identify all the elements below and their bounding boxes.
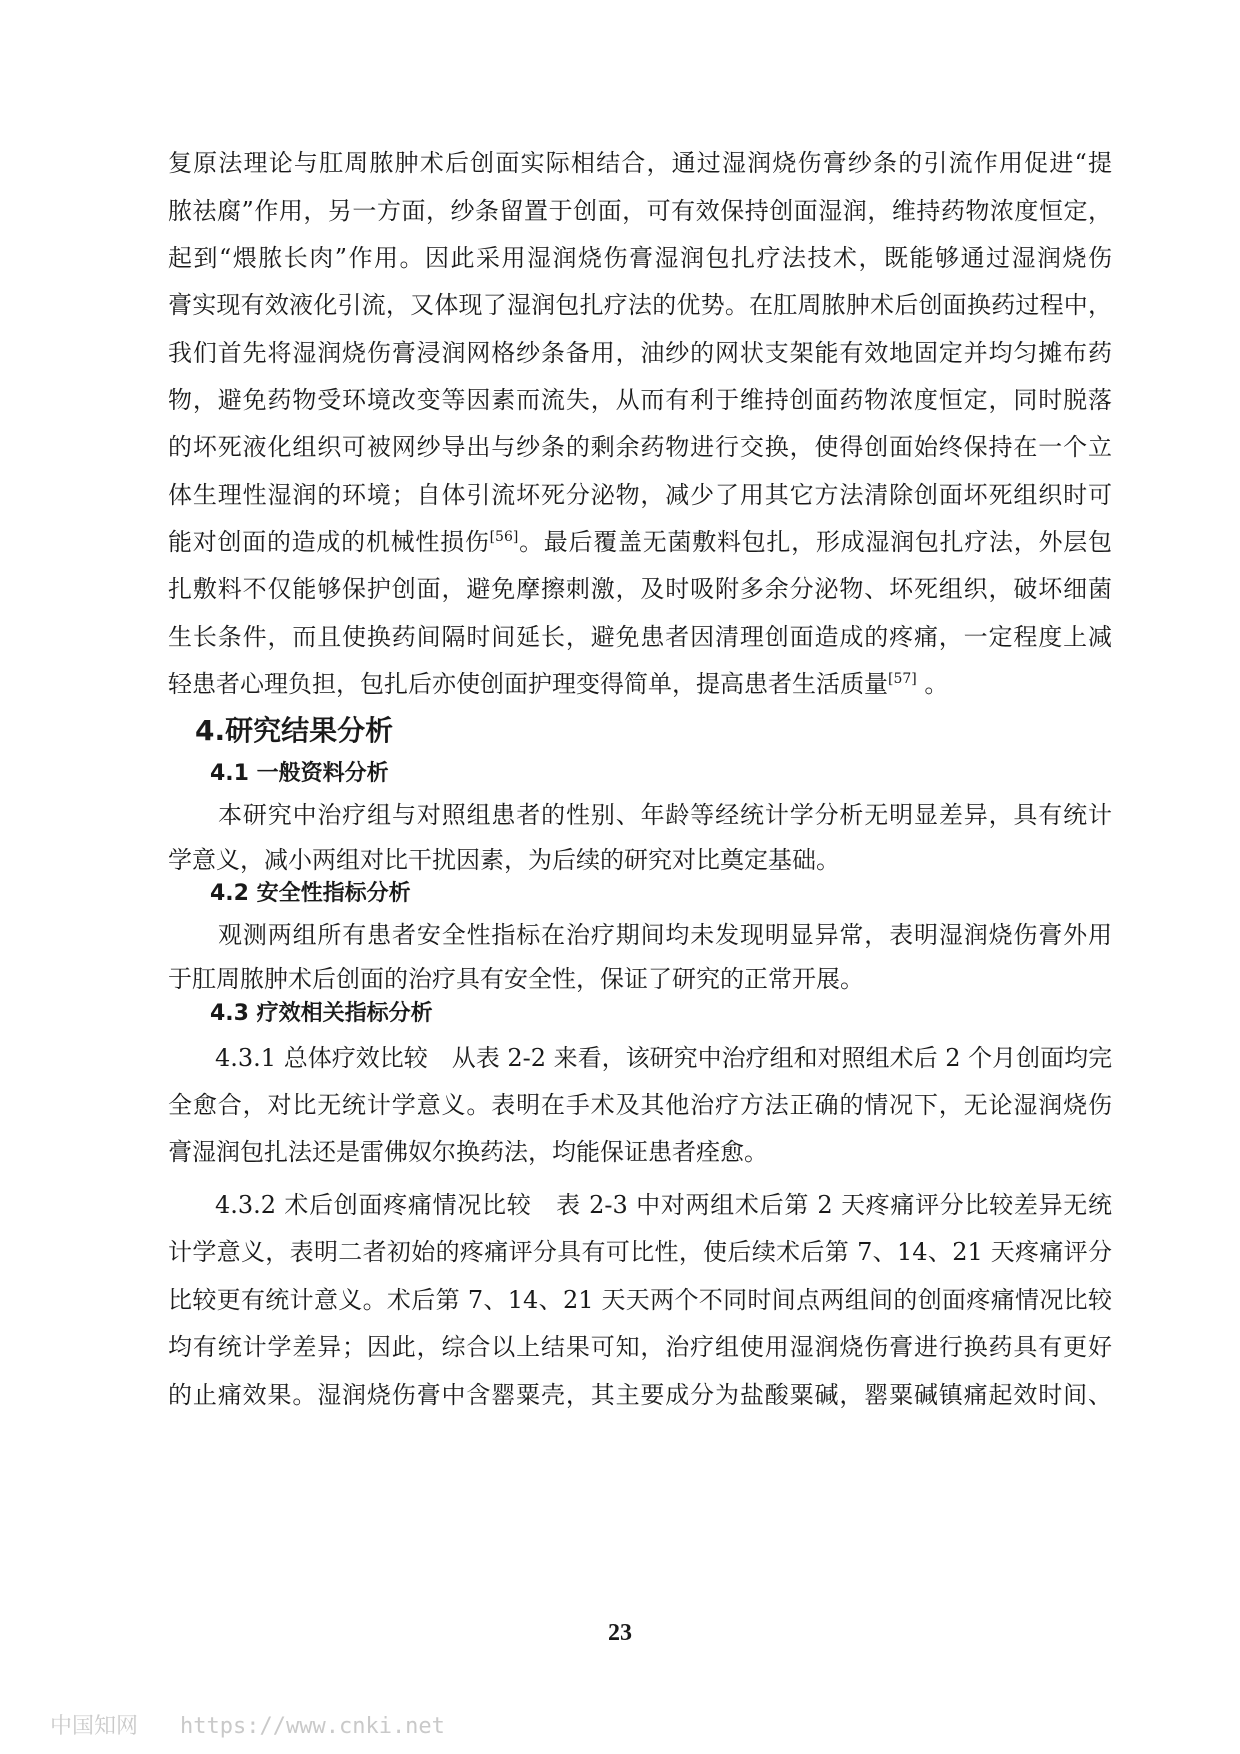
body-text-line: 全愈合，对比无统计学意义。表明在手术及其他治疗方法正确的情况下，无论湿润烧伤: [168, 1091, 1112, 1119]
body-text-line: 起到“煨脓长肉”作用。因此采用湿润烧伤膏湿润包扎疗法技术，既能够通过湿润烧伤: [168, 244, 1112, 272]
body-text-line: 生长条件，而且使换药间隔时间延长，避免患者因清理创面造成的疼痛，一定程度上减: [168, 623, 1112, 651]
watermark-url: https://www.cnki.net: [180, 1714, 445, 1739]
body-text-line: 膏湿润包扎法还是雷佛奴尔换药法，均能保证患者痊愈。: [168, 1138, 768, 1166]
subsection-heading: 4.2 安全性指标分析: [210, 881, 411, 906]
body-text-line: 比较更有统计意义。术后第 7、14、21 天天两个不同时间点两组间的创面疼痛情况比较: [168, 1286, 1112, 1314]
body-text-line: 4.3.2 术后创面疼痛情况比较 表 2-3 中对两组术后第 2 天疼痛评分比较差异无统: [215, 1191, 1112, 1219]
body-text-line: 均有统计学差异；因此，综合以上结果可知，治疗组使用湿润烧伤膏进行换药具有更好: [168, 1333, 1112, 1361]
body-text-line: 复原法理论与肛周脓肿术后创面实际相结合，通过湿润烧伤膏纱条的引流作用促进“提: [168, 149, 1112, 177]
cnki-watermark: [50, 1709, 445, 1740]
body-text-line-with-citation: [168, 527, 1112, 557]
body-text-line-with-citation: [168, 669, 1112, 699]
body-text: 。最后覆盖无菌敷料包扎，形成湿润包扎疗法，外层包: [518, 528, 1113, 556]
body-text-line: 体生理性湿润的环境；自体引流坏死分泌物，减少了用其它方法清除创面坏死组织时可: [168, 481, 1112, 509]
body-text-line: 计学意义，表明二者初始的疼痛评分具有可比性，使后续术后第 7、14、21 天疼痛评分: [168, 1238, 1112, 1266]
body-text-line: 物，避免药物受环境改变等因素而流失，从而有利于维持创面药物浓度恒定，同时脱落: [168, 386, 1112, 414]
citation-ref: [57]: [888, 671, 917, 687]
body-text-line: 于肛周脓肿术后创面的治疗具有安全性，保证了研究的正常开展。: [168, 965, 864, 993]
citation-ref: [56]: [489, 529, 519, 545]
subsection-heading: 4.3 疗效相关指标分析: [210, 1001, 433, 1026]
body-text-line: 4.3.1 总体疗效比较 从表 2-2 来看，该研究中治疗组和对照组术后 2 个月创面均完: [215, 1044, 1113, 1072]
body-text-line: 我们首先将湿润烧伤膏浸润网格纱条备用，油纱的网状支架能有效地固定并均匀摊布药: [168, 339, 1112, 367]
body-text-line: 的坏死液化组织可被网纱导出与纱条的剩余药物进行交换，使得创面始终保持在一个立: [168, 433, 1112, 461]
body-text-line: 本研究中治疗组与对照组患者的性别、年龄等经统计学分析无明显差异，具有统计: [218, 801, 1112, 829]
body-text-line: 脓祛腐”作用，另一方面，纱条留置于创面，可有效保持创面湿润，维持药物浓度恒定，: [168, 197, 1112, 225]
section-heading: 4.研究结果分析: [195, 714, 394, 747]
page-number: 23: [608, 1620, 632, 1646]
body-text-line: 膏实现有效液化引流，又体现了湿润包扎疗法的优势。在肛周脓肿术后创面换药过程中，: [168, 291, 1112, 319]
body-text-line: 观测两组所有患者安全性指标在治疗期间均未发现明显异常，表明湿润烧伤膏外用: [218, 921, 1112, 949]
body-text: 。: [916, 670, 949, 698]
body-text-line: 的止痛效果。湿润烧伤膏中含罂粟壳，其主要成分为盐酸粟碱，罂粟碱镇痛起效时间、: [168, 1381, 1112, 1409]
body-text: 能对创面的造成的机械性损伤: [168, 528, 490, 556]
body-text-line: 扎敷料不仅能够保护创面，避免摩擦刺激，及时吸附多余分泌物、坏死组织，破坏细菌: [168, 575, 1112, 603]
watermark-site-name: 中国知网: [50, 1714, 139, 1739]
subsection-heading: 4.1 一般资料分析: [210, 761, 389, 786]
body-text-line: 学意义，减小两组对比干扰因素，为后续的研究对比奠定基础。: [168, 846, 840, 874]
body-text: 轻患者心理负担，包扎后亦使创面护理变得简单，提高患者生活质量: [168, 670, 888, 698]
